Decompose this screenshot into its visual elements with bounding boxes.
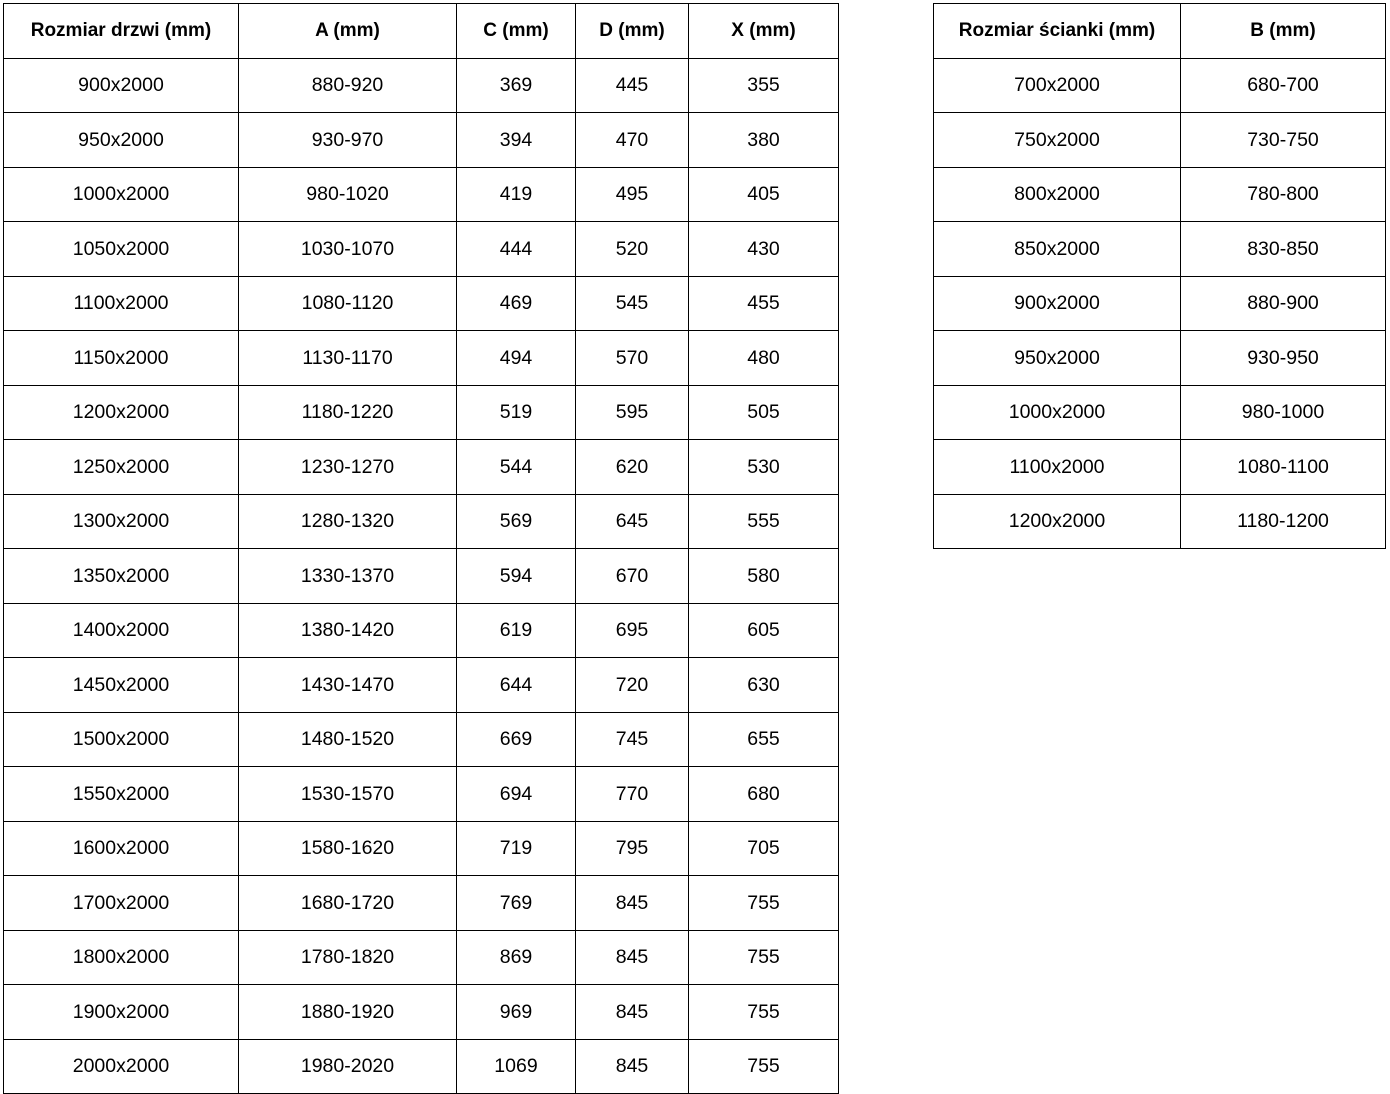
table-row: [4, 549, 839, 604]
cell-c: 644: [457, 658, 576, 713]
table-row: [934, 58, 1386, 113]
wall-size-table-header: [934, 4, 1386, 59]
cell-d: 545: [576, 276, 689, 331]
cell-a: 1180-1220: [239, 385, 457, 440]
cell-x: 405: [689, 167, 839, 222]
cell-door-size: 1000x2000: [4, 167, 239, 222]
cell-x: 355: [689, 58, 839, 113]
table-row: [934, 113, 1386, 168]
cell-d: 645: [576, 494, 689, 549]
table-row: [934, 440, 1386, 495]
cell-c: 569: [457, 494, 576, 549]
cell-c: 669: [457, 712, 576, 767]
door-size-table-body: [4, 58, 839, 1094]
cell-d: 845: [576, 930, 689, 985]
cell-x: 505: [689, 385, 839, 440]
table-row: [934, 494, 1386, 549]
cell-b: 930-950: [1181, 331, 1386, 386]
cell-a: 1130-1170: [239, 331, 457, 386]
table-row: [4, 113, 839, 168]
cell-d: 795: [576, 821, 689, 876]
cell-d: 445: [576, 58, 689, 113]
cell-a: 1380-1420: [239, 603, 457, 658]
table-row: [934, 276, 1386, 331]
cell-wall-size: 750x2000: [934, 113, 1181, 168]
table-row: [4, 222, 839, 277]
cell-a: 1230-1270: [239, 440, 457, 495]
cell-a: 1780-1820: [239, 930, 457, 985]
cell-c: 469: [457, 276, 576, 331]
cell-x: 755: [689, 876, 839, 931]
table-row: [4, 494, 839, 549]
cell-door-size: 1100x2000: [4, 276, 239, 331]
cell-d: 845: [576, 1039, 689, 1094]
cell-b: 830-850: [1181, 222, 1386, 277]
cell-c: 394: [457, 113, 576, 168]
cell-x: 480: [689, 331, 839, 386]
cell-a: 1280-1320: [239, 494, 457, 549]
cell-c: 1069: [457, 1039, 576, 1094]
cell-a: 1980-2020: [239, 1039, 457, 1094]
cell-door-size: 1250x2000: [4, 440, 239, 495]
cell-d: 495: [576, 167, 689, 222]
cell-d: 720: [576, 658, 689, 713]
cell-c: 444: [457, 222, 576, 277]
cell-b: 1080-1100: [1181, 440, 1386, 495]
cell-b: 980-1000: [1181, 385, 1386, 440]
cell-x: 455: [689, 276, 839, 331]
cell-x: 755: [689, 1039, 839, 1094]
cell-b: 680-700: [1181, 58, 1386, 113]
column-header-wall-size: Rozmiar ścianki (mm): [934, 4, 1181, 59]
cell-a: 1580-1620: [239, 821, 457, 876]
cell-x: 380: [689, 113, 839, 168]
cell-b: 780-800: [1181, 167, 1386, 222]
cell-door-size: 1550x2000: [4, 767, 239, 822]
cell-a: 1880-1920: [239, 985, 457, 1040]
cell-c: 369: [457, 58, 576, 113]
cell-d: 845: [576, 985, 689, 1040]
cell-d: 770: [576, 767, 689, 822]
cell-x: 655: [689, 712, 839, 767]
cell-d: 570: [576, 331, 689, 386]
cell-x: 630: [689, 658, 839, 713]
cell-d: 470: [576, 113, 689, 168]
cell-d: 520: [576, 222, 689, 277]
table-row: [934, 167, 1386, 222]
column-header-c: C (mm): [457, 4, 576, 59]
cell-d: 745: [576, 712, 689, 767]
cell-x: 705: [689, 821, 839, 876]
cell-wall-size: 1000x2000: [934, 385, 1181, 440]
cell-c: 694: [457, 767, 576, 822]
cell-door-size: 1800x2000: [4, 930, 239, 985]
cell-a: 1480-1520: [239, 712, 457, 767]
table-row: [4, 440, 839, 495]
cell-a: 930-970: [239, 113, 457, 168]
cell-door-size: 900x2000: [4, 58, 239, 113]
column-header-d: D (mm): [576, 4, 689, 59]
cell-b: 730-750: [1181, 113, 1386, 168]
cell-wall-size: 950x2000: [934, 331, 1181, 386]
door-size-table-header: [4, 4, 839, 59]
column-header-b: B (mm): [1181, 4, 1386, 59]
table-row: [4, 276, 839, 331]
table-row: [4, 821, 839, 876]
cell-door-size: 1900x2000: [4, 985, 239, 1040]
cell-x: 755: [689, 985, 839, 1040]
cell-door-size: 1500x2000: [4, 712, 239, 767]
cell-c: 619: [457, 603, 576, 658]
cell-c: 519: [457, 385, 576, 440]
cell-door-size: 950x2000: [4, 113, 239, 168]
cell-c: 544: [457, 440, 576, 495]
cell-a: 1080-1120: [239, 276, 457, 331]
cell-b: 1180-1200: [1181, 494, 1386, 549]
table-row: [4, 985, 839, 1040]
table-row: [4, 58, 839, 113]
cell-door-size: 2000x2000: [4, 1039, 239, 1094]
cell-wall-size: 1100x2000: [934, 440, 1181, 495]
column-header-x: X (mm): [689, 4, 839, 59]
table-row: [4, 331, 839, 386]
table-header-row: [4, 4, 839, 59]
cell-b: 880-900: [1181, 276, 1386, 331]
table-row: [4, 385, 839, 440]
cell-c: 969: [457, 985, 576, 1040]
cell-door-size: 1200x2000: [4, 385, 239, 440]
cell-x: 555: [689, 494, 839, 549]
cell-a: 1430-1470: [239, 658, 457, 713]
cell-c: 494: [457, 331, 576, 386]
table-row: [4, 876, 839, 931]
cell-door-size: 1150x2000: [4, 331, 239, 386]
table-row: [4, 167, 839, 222]
table-header-row: [934, 4, 1386, 59]
cell-wall-size: 800x2000: [934, 167, 1181, 222]
cell-x: 430: [689, 222, 839, 277]
column-header-a: A (mm): [239, 4, 457, 59]
table-row: [934, 385, 1386, 440]
cell-c: 719: [457, 821, 576, 876]
cell-door-size: 1350x2000: [4, 549, 239, 604]
table-row: [4, 930, 839, 985]
table-row: [4, 603, 839, 658]
cell-a: 1530-1570: [239, 767, 457, 822]
wall-size-table: [933, 3, 1386, 549]
cell-a: 980-1020: [239, 167, 457, 222]
table-row: [4, 712, 839, 767]
column-header-door-size: Rozmiar drzwi (mm): [4, 4, 239, 59]
cell-x: 680: [689, 767, 839, 822]
table-row: [4, 1039, 839, 1094]
table-row: [4, 767, 839, 822]
cell-d: 670: [576, 549, 689, 604]
cell-d: 620: [576, 440, 689, 495]
cell-x: 530: [689, 440, 839, 495]
cell-a: 1030-1070: [239, 222, 457, 277]
cell-wall-size: 700x2000: [934, 58, 1181, 113]
table-row: [4, 658, 839, 713]
cell-c: 419: [457, 167, 576, 222]
cell-d: 695: [576, 603, 689, 658]
cell-x: 755: [689, 930, 839, 985]
wall-size-table-body: [934, 58, 1386, 549]
cell-door-size: 1400x2000: [4, 603, 239, 658]
table-row: [934, 222, 1386, 277]
cell-x: 605: [689, 603, 839, 658]
cell-door-size: 1050x2000: [4, 222, 239, 277]
cell-door-size: 1300x2000: [4, 494, 239, 549]
cell-door-size: 1450x2000: [4, 658, 239, 713]
cell-a: 1680-1720: [239, 876, 457, 931]
cell-a: 1330-1370: [239, 549, 457, 604]
cell-wall-size: 900x2000: [934, 276, 1181, 331]
cell-d: 845: [576, 876, 689, 931]
cell-door-size: 1700x2000: [4, 876, 239, 931]
cell-c: 594: [457, 549, 576, 604]
cell-c: 869: [457, 930, 576, 985]
cell-c: 769: [457, 876, 576, 931]
cell-a: 880-920: [239, 58, 457, 113]
door-size-table: [3, 3, 839, 1094]
cell-x: 580: [689, 549, 839, 604]
cell-wall-size: 1200x2000: [934, 494, 1181, 549]
cell-door-size: 1600x2000: [4, 821, 239, 876]
table-row: [934, 331, 1386, 386]
cell-wall-size: 850x2000: [934, 222, 1181, 277]
cell-d: 595: [576, 385, 689, 440]
